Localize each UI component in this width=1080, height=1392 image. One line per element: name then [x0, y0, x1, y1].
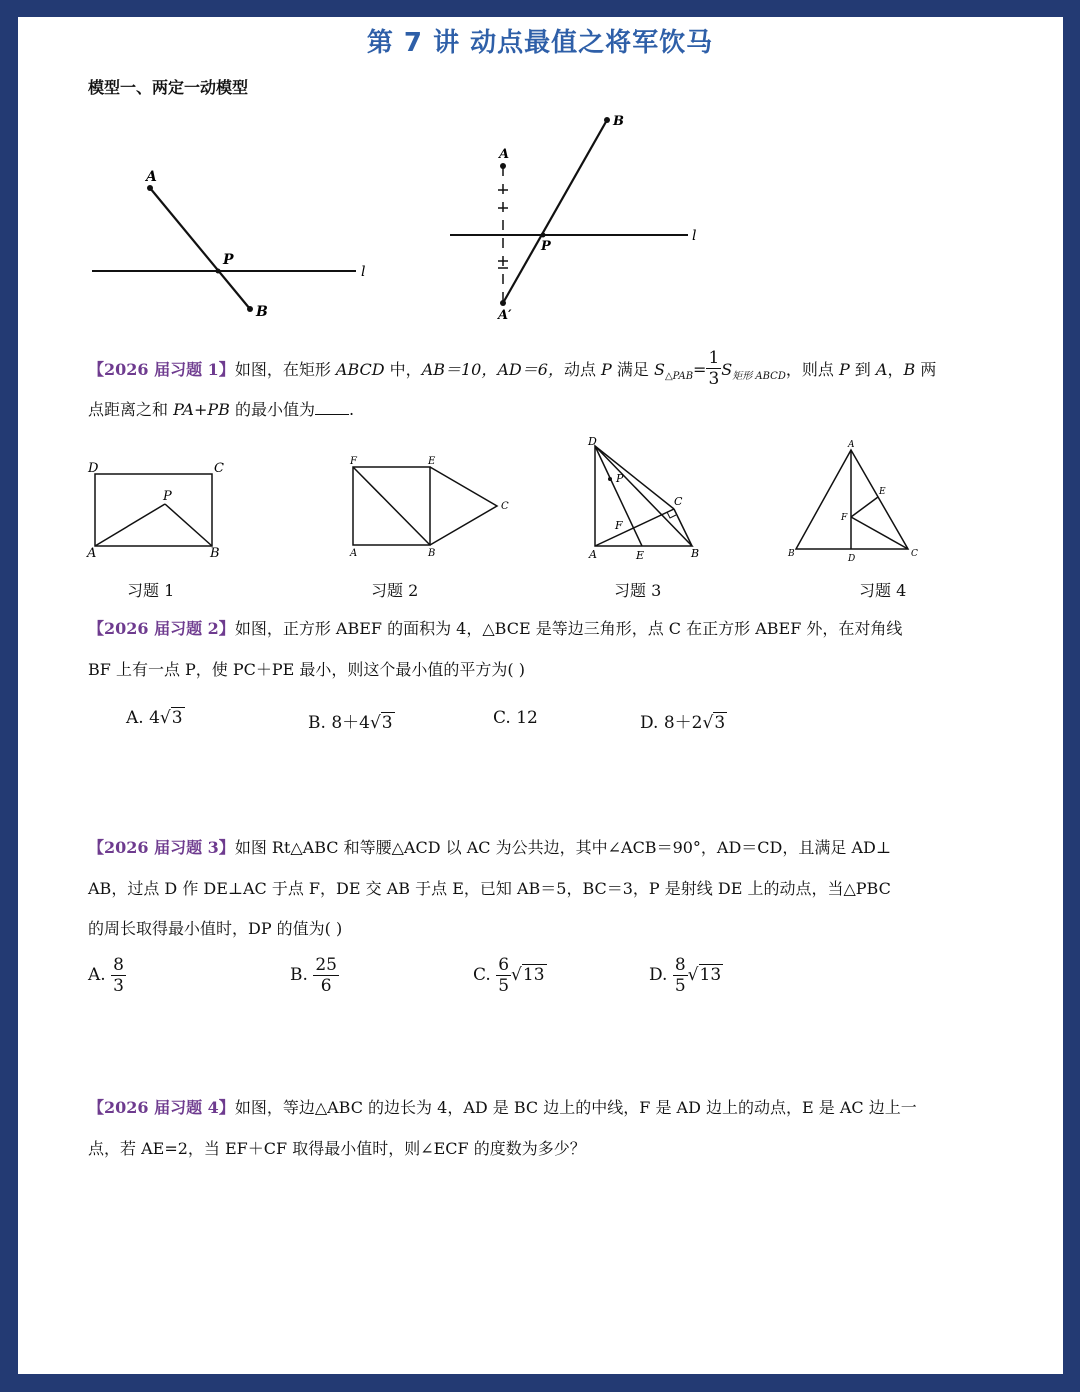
fraction-denominator: 6 — [320, 976, 332, 996]
figure-2 — [340, 450, 520, 565]
q4-tag: 【2026 届习题 4】 — [88, 1098, 235, 1117]
figure-4 — [780, 436, 925, 566]
q2-tag: 【2026 届习题 2】 — [88, 619, 235, 638]
page-title: 第 7 讲 动点最值之将军饮马 — [366, 28, 714, 58]
label-B: B — [210, 546, 220, 561]
model-figure-right — [440, 108, 720, 328]
label-E: E — [636, 549, 645, 562]
q1-math: S — [721, 360, 733, 379]
option-fraction — [496, 955, 511, 996]
label-F: F — [350, 456, 357, 467]
q1-math: = — [693, 360, 707, 379]
figure-caption: 习题 3 — [614, 581, 662, 600]
label-l: l — [692, 228, 697, 244]
q4-text: 如图，等边△ABC 的边长为 4，AD 是 BC 边上的中线，F 是 AD 边上的动点，E 是 AC 边上一 — [234, 1098, 917, 1117]
q2-option-b[interactable]: B. 8＋4√3 — [308, 713, 393, 733]
label-l: l — [361, 264, 366, 280]
q1-math-sub: △PAB — [664, 371, 694, 383]
q2-option-a[interactable]: A. 4√3 — [126, 708, 183, 728]
q3-line1 — [88, 838, 891, 858]
label-A: A — [848, 440, 855, 450]
label-A: A — [87, 546, 97, 561]
option-value: 4 — [149, 708, 160, 728]
q4-line2: 点，若 AE=2，当 EF＋CF 取得最小值时，则∠ECF 的度数为多少？ — [88, 1139, 586, 1158]
fraction-denominator: 3 — [113, 976, 124, 996]
label-A: A — [350, 548, 358, 559]
q1-text: ，则点 — [785, 360, 839, 379]
label-B: B — [613, 114, 624, 129]
q3-option-b[interactable] — [290, 955, 339, 996]
option-fraction — [111, 955, 126, 996]
label-A: A — [499, 147, 510, 162]
figure-caption: 习题 4 — [859, 581, 907, 600]
figure-caption: 习题 2 — [371, 581, 419, 600]
option-label: C. — [493, 708, 511, 728]
q3-text: 如图 Rt△ABC 和等腰△ACD 以 AC 为公共边，其中∠ACB＝90°，AD＝CD，且满足 AD⊥ — [234, 838, 891, 857]
q1-math: AB＝10， — [421, 360, 498, 379]
q1-text: 到 — [849, 360, 876, 379]
option-fraction — [313, 955, 339, 996]
q3-tag: 【2026 届习题 3】 — [88, 838, 235, 857]
option-value: 8＋4 — [331, 713, 370, 733]
q3-option-d[interactable]: D. $\frac{8}{5}$ √13 — [649, 955, 722, 996]
label-B: B — [256, 304, 268, 320]
q1-line1 — [88, 350, 936, 391]
label-B: B — [788, 549, 795, 559]
q1-math: P — [601, 360, 612, 379]
option-radicand: 3 — [381, 713, 393, 733]
option-label: A. — [88, 965, 106, 985]
model-figure-left — [80, 160, 380, 330]
q3-line2: AB，过点 D 作 DE⊥AC 于点 F，DE 交 AB 于点 E，已知 AB＝5，BC＝3，P 是射线 DE 上的动点，当△PBC — [88, 879, 891, 898]
q1-text: 点距离之和 — [88, 400, 174, 419]
label-B: B — [428, 548, 436, 559]
option-label: D. — [649, 965, 668, 985]
q1-text: 中， — [384, 360, 422, 379]
option-fraction — [673, 955, 688, 996]
label-C: C — [674, 495, 683, 508]
q2-line2: BF 上有一点 P，使 PC＋PE 最小，则这个最小值的平方为( ) — [88, 660, 525, 679]
label-D: D — [848, 554, 856, 564]
option-radicand: 13 — [522, 965, 545, 985]
q1-text: 两 — [915, 360, 937, 379]
option-radicand: 3 — [714, 713, 726, 733]
label-D: D — [88, 461, 99, 476]
fraction-numerator: 8 — [113, 955, 124, 975]
option-label: D. — [640, 713, 659, 733]
label-P: P — [541, 239, 551, 254]
fraction-numerator: 25 — [315, 955, 337, 975]
q3-line3: 的周长取得最小值时，DP 的值为( ) — [88, 919, 343, 938]
fraction-numerator: 1 — [708, 348, 720, 368]
label-A-prime: A′ — [498, 308, 512, 323]
option-radicand: 3 — [171, 708, 183, 728]
q1-math: B — [903, 360, 916, 379]
q1-math: AD＝6， — [497, 360, 564, 379]
label-P: P — [163, 489, 172, 504]
label-F: F — [615, 519, 623, 532]
label-E: E — [428, 456, 436, 467]
q1-math: PA+PB — [173, 400, 230, 419]
q1-text: 如图，在矩形 — [234, 360, 336, 379]
figure-caption: 习题 1 — [127, 581, 175, 600]
q1-math-sub: 矩形 ABCD — [732, 371, 786, 383]
section-heading: 模型一、两定一动模型 — [88, 78, 249, 97]
q1-math: S — [654, 360, 665, 379]
q1-tag: 【2026 届习题 1】 — [88, 360, 235, 379]
option-radicand: 13 — [699, 965, 722, 985]
q1-math: A — [875, 360, 888, 379]
option-value: 8＋2 — [663, 713, 703, 733]
option-label: C. — [473, 965, 491, 985]
label-C: C — [911, 549, 918, 559]
label-C: C — [501, 501, 509, 512]
label-P: P — [223, 252, 234, 268]
label-A: A — [589, 548, 597, 561]
q1-text: . — [348, 400, 355, 419]
fraction-denominator: 3 — [708, 369, 720, 389]
q1-text: 满足 — [611, 360, 654, 379]
q1-fraction — [706, 348, 721, 389]
label-D: D — [588, 435, 597, 448]
q2-line1 — [88, 619, 902, 639]
fraction-denominator: 5 — [498, 976, 510, 996]
q1-line2 — [88, 400, 354, 420]
q2-option-d[interactable]: D. 8＋2√3 — [640, 713, 726, 733]
q1-text: 动点 — [563, 360, 602, 379]
answer-blank — [315, 400, 349, 415]
label-P: P — [616, 472, 624, 485]
label-F: F — [841, 513, 848, 523]
q1-math: P — [838, 360, 850, 379]
q3-option-c[interactable]: C. $\frac{6}{5}$ √13 — [473, 955, 545, 996]
label-A: A — [146, 169, 157, 185]
figure-1 — [82, 455, 232, 565]
q1-text: 的最小值为 — [229, 400, 315, 419]
fraction-numerator: 8 — [674, 955, 686, 975]
option-value: 12 — [516, 708, 538, 728]
q4-line1 — [88, 1098, 917, 1118]
fraction-numerator: 6 — [498, 955, 510, 975]
q2-option-c[interactable] — [493, 708, 538, 728]
q3-option-a[interactable] — [88, 955, 126, 996]
label-B: B — [691, 547, 700, 560]
q1-math: ABCD — [335, 360, 385, 379]
fraction-denominator: 5 — [674, 976, 686, 996]
q2-text: 如图，正方形 ABEF 的面积为 4，△BCE 是等边三角形，点 C 在正方形 ABEF 外，在对角线 — [234, 619, 903, 638]
option-label: B. — [290, 965, 308, 985]
label-E: E — [879, 487, 886, 497]
label-C: C — [214, 461, 224, 476]
option-label: A. — [126, 708, 144, 728]
q1-text: ， — [887, 360, 904, 379]
option-label: B. — [308, 713, 326, 733]
figure-3 — [582, 432, 712, 567]
